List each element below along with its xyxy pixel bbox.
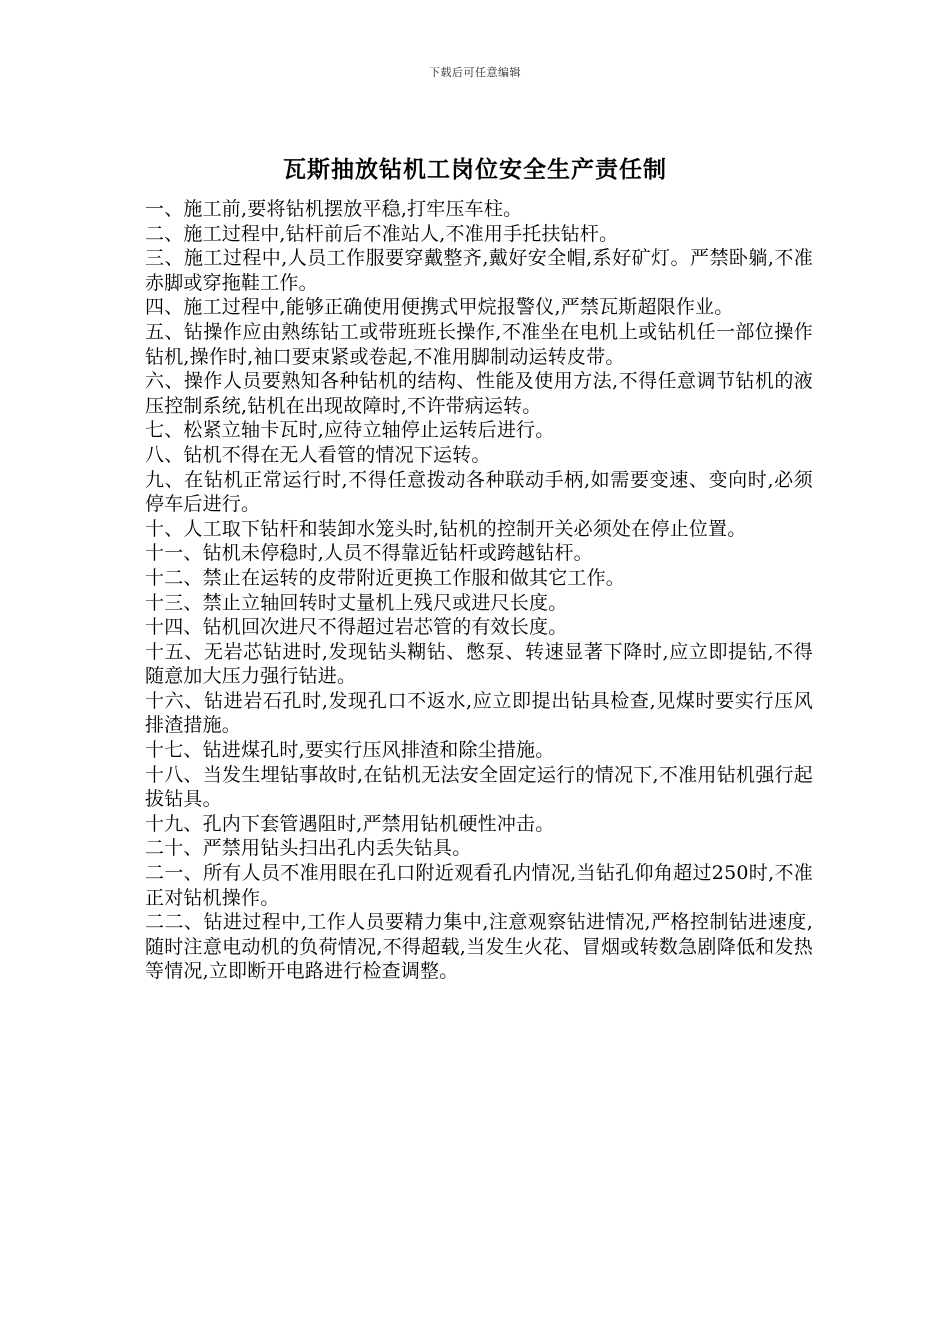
clause-22: 二二、钻进过程中,工作人员要精力集中,注意观察钻进情况,严格控制钻进速度,随时注意电动机的负荷情况,不得超载,当发生火花、冒烟或转数急剧降低和发热等情况,立即断开电路进行检查调整。 <box>145 911 813 983</box>
header-note: 下载后可任意编辑 <box>429 66 521 79</box>
clause-21: 二一、所有人员不准用眼在孔口附近观看孔内情况,当钻孔仰角超过250时,不准正对钻机操作。 <box>145 862 813 909</box>
clause-10: 十、人工取下钻杆和装卸水笼头时,钻机的控制开关必须处在停止位置。 <box>145 517 747 540</box>
clause-19: 十九、孔内下套管遇阻时,严禁用钻机硬性冲击。 <box>145 812 555 835</box>
clause-16: 十六、钻进岩石孔时,发现孔口不返水,应立即提出钻具检查,见煤时要实行压风排渣措施。 <box>145 689 813 737</box>
clause-13: 十三、禁止立轴回转时丈量机上残尺或进尺长度。 <box>145 591 568 614</box>
clause-15: 十五、无岩芯钻进时,发现钻头糊钻、憋泵、转速显著下降时,应立即提钻,不得随意加大压力强行钻进。 <box>145 640 813 688</box>
clause-9: 九、在钻机正常运行时,不得任意拨动各种联动手柄,如需要变速、变向时,必须停车后进行。 <box>145 468 813 516</box>
clause-11: 十一、钻机未停稳时,人员不得靠近钻杆或跨越钻杆。 <box>145 542 593 565</box>
document-body <box>145 197 813 984</box>
clause-8: 八、钻机不得在无人看管的情况下运转。 <box>145 443 491 466</box>
clause-7: 七、松紧立轴卡瓦时,应待立轴停止运转后进行。 <box>145 419 555 442</box>
clause-1: 一、施工前,要将钻机摆放平稳,打牢压车柱。 <box>145 198 523 220</box>
clause-14: 十四、钻机回次进尺不得超过岩芯管的有效长度。 <box>145 616 568 639</box>
clause-17: 十七、钻进煤孔时,要实行压风排渣和除尘措施。 <box>145 739 555 762</box>
clause-20: 二十、严禁用钻头扫出孔内丢失钻具。 <box>145 837 472 860</box>
clause-5: 五、钻操作应由熟练钻工或带班班长操作,不准坐在电机上或钻机任一部位操作钻机,操作时,袖口要束紧或卷起,不准用脚制动运转皮带。 <box>145 320 813 368</box>
clause-2: 二、施工过程中,钻杆前后不准站人,不准用手托扶钻杆。 <box>145 222 619 245</box>
clause-6: 六、操作人员要熟知各种钻机的结构、性能及使用方法,不得任意调节钻机的液压控制系统,钻机在出现故障时,不许带病运转。 <box>145 370 813 417</box>
clause-12: 十二、禁止在运转的皮带附近更换工作服和做其它工作。 <box>145 566 626 589</box>
clause-18: 十八、当发生埋钻事故时,在钻机无法安全固定运行的情况下,不准用钻机强行起拔钻具。 <box>145 763 813 811</box>
clause-3: 三、施工过程中,人员工作服要穿戴整齐,戴好安全帽,系好矿灯。严禁卧躺,不准赤脚或穿拖鞋工作。 <box>145 247 813 294</box>
clause-4: 四、施工过程中,能够正确使用便携式甲烷报警仪,严禁瓦斯超限作业。 <box>145 296 734 319</box>
document-title: 瓦斯抽放钻机工岗位安全生产责任制 <box>283 156 667 183</box>
